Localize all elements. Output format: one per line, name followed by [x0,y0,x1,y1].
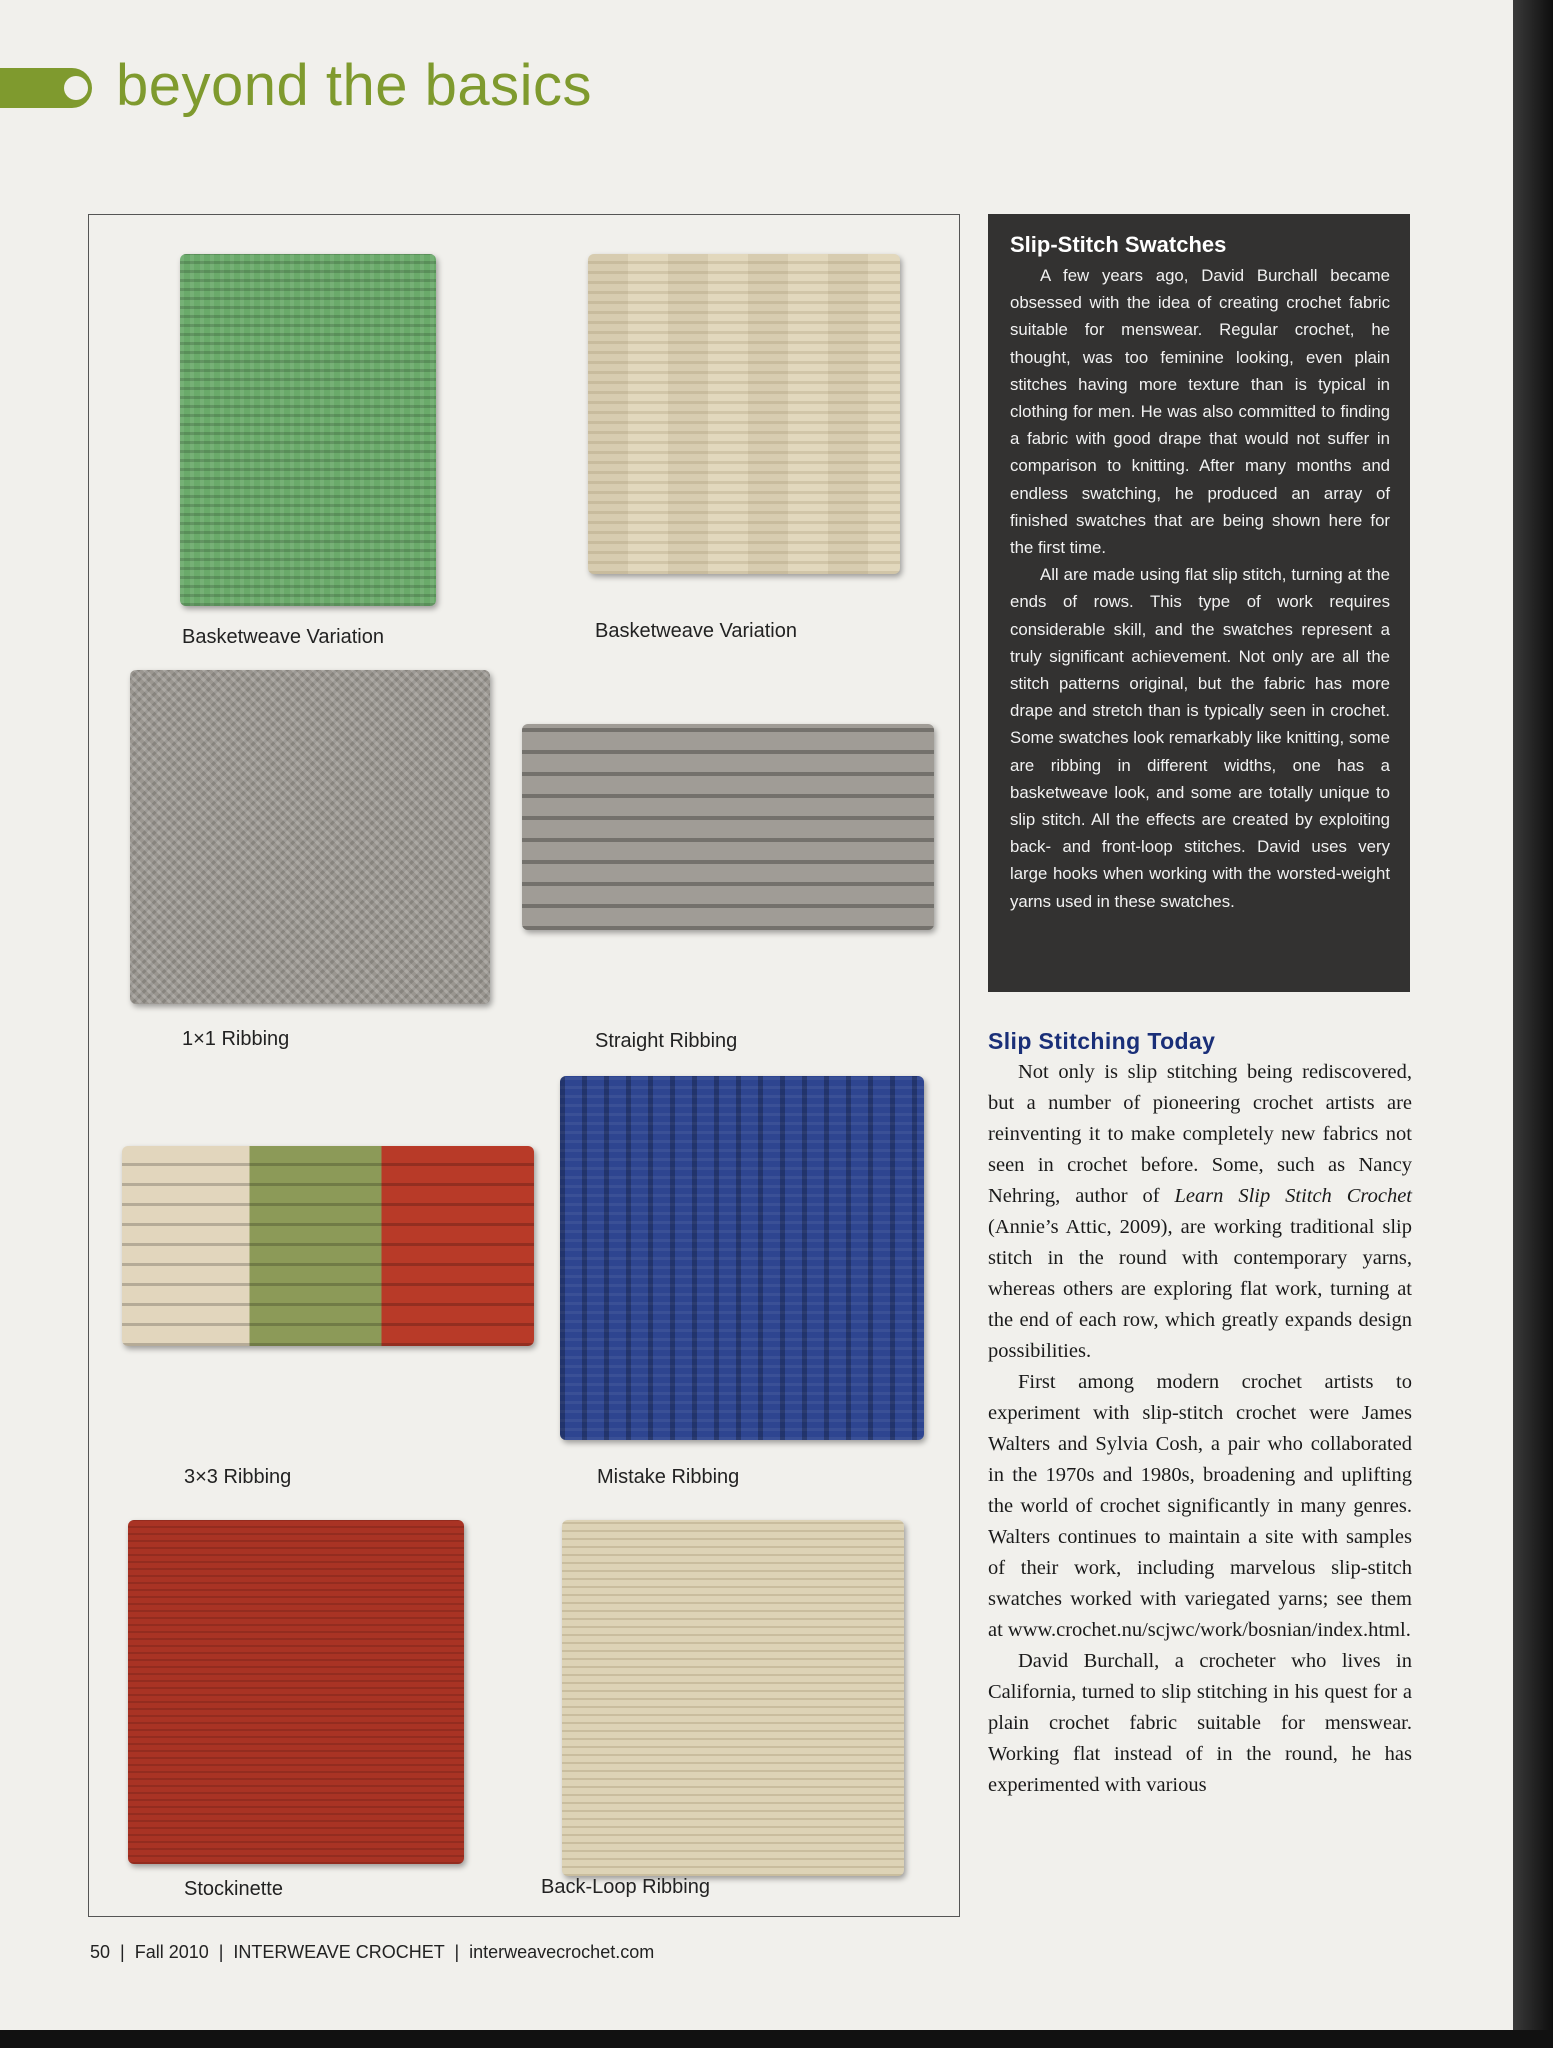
sidebar-paragraph: A few years ago, David Burchall became obsessed with the idea of creating crochet fabric suitable for menswear. Regular crochet, he thought, was too feminine looking, even plain stitches having more texture than is typical in clothing for men. He was also committed to finding a fabric with good drape that would not suffer in comparison to knitting. After many months and endless swatching, he produced an array of finished swatches that are being shown here for the first time. [1010,266,1390,558]
swatch-1x1-ribbing-image [130,670,490,1004]
swatch-straight-ribbing-image [522,724,934,930]
swatch-green-basketweave-image [180,254,436,606]
section-title: beyond the basics [116,53,593,118]
swatch-caption: Mistake Ribbing [597,1466,740,1488]
swatch-caption: Basketweave Variation [595,620,797,642]
sidebar-box [988,214,1410,992]
article-paragraph: First among modern crochet artists to experiment with slip-stitch crochet were James Walters and Sylvia Cosh, a pair who collaborated in the 1970s and 1980s, broadening and uplifting the world of crochet significantly in many genres. Walters continues to maintain a site with samples of their work, including marvelous slip-stitch swatches worked with variegated yarns; see them at www.crochet.nu/scjwc/work/bosnian/index.html. [988,1371,1412,1641]
swatch-3x3-ribbing-image [122,1146,534,1346]
swatch-caption: Back-Loop Ribbing [541,1876,710,1898]
sidebar-paragraph: All are made using flat slip stitch, turning at the ends of rows. This type of work requires considerable skill, and the swatches represent a truly significant achievement. Not only are all the stitch patterns original, but the fabric has more drape and stretch than is typically seen in crochet. Some swatches look remarkably like knitting, some are ribbing in different widths, one has a basketweave look, and some are totally unique to slip stitch. All the effects are created by exploiting back- and front-loop stitches. David uses very large hooks when working with the worsted-weight yarns used in these swatches. [1010,565,1390,911]
sidebar-title: Slip-Stitch Swatches [1010,232,1227,257]
swatch-back-loop-ribbing-image [562,1520,904,1876]
article-text: (Annie’s Attic, 2009), are working traditional slip stitch in the round with contemporary yarns, whereas others are exploring flat work, turning at the end of each row, which greatly expands design possibilities. [988,1216,1412,1362]
article-paragraph [988,1057,1412,1367]
swatch-stockinette-image [128,1520,464,1864]
article-paragraph: David Burchall, a crocheter who lives in California, turned to slip stitching in his quest for a plain crochet fabric suitable for menswear. Working flat instead of in the round, he has experimented with various [988,1650,1412,1796]
swatch-caption: 1×1 Ribbing [182,1028,290,1050]
swatch-caption: Stockinette [184,1878,283,1900]
swatch-mistake-ribbing-image [560,1076,924,1440]
header-dot [64,76,88,100]
section-header [0,53,700,118]
article-column [988,1028,1412,1801]
swatch-cream-basketweave-image [588,254,900,574]
scan-bottom-shadow [0,2030,1553,2048]
swatch-caption: Straight Ribbing [595,1030,738,1052]
swatch-caption: 3×3 Ribbing [184,1466,292,1488]
page-footer: 50 | Fall 2010 | INTERWEAVE CROCHET | interweavecrochet.com [90,1942,655,1962]
article-heading: Slip Stitching Today [988,1028,1216,1054]
scan-edge-shadow [1513,0,1553,2048]
swatch-caption: Basketweave Variation [182,626,384,648]
book-title: Learn Slip Stitch Crochet [1174,1185,1412,1207]
article-text: Not only is slip stitching being rediscovered, but a number of pioneering crochet artists are reinventing it to make completely new fabrics not seen in crochet before. Some, such as Nancy Nehring, author of [988,1061,1412,1207]
